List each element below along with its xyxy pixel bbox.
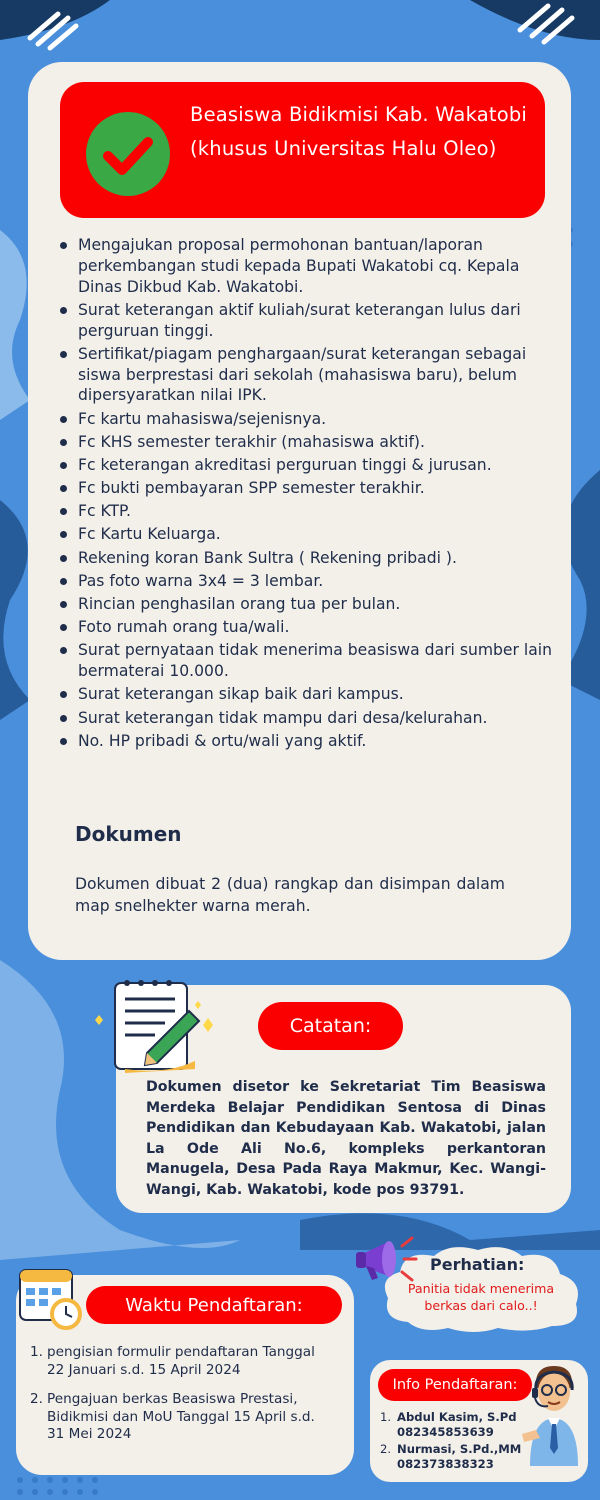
list-item: Fc bukti pembayaran SPP semester terakhir. [58,478,568,499]
list-item: Rekening koran Bank Sultra ( Rekening pribadi ). [58,548,568,569]
checkmark-icon [86,112,170,196]
contact-phone: 082345853639 [397,1425,494,1439]
list-item: Mengajukan proposal permohonan bantuan/laporan perkembangan studi kepada Bupati Wakatobi cq. Kepala Dinas Dikbud Kab. Wakatobi. [58,235,568,297]
list-number: 1. [380,1410,392,1424]
page-title: Beasiswa Bidikmisi Kab. Wakatobi (khusus Universitas Halu Oleo) [190,103,528,160]
dokumen-text: Dokumen dibuat 2 (dua) rangkap dan disimpan dalam map snelhekter warna merah. [75,875,505,915]
list-number: 2. [380,1442,392,1456]
contact-list [380,1410,530,1474]
list-item [30,1391,330,1444]
customer-service-icon [518,1358,588,1468]
list-item: Rincian penghasilan orang tua per bulan. [58,594,568,615]
perhatian-text: Panitia tidak menerima berkas dari calo..! [407,1281,555,1313]
info-label: Info Pendaftaran: [378,1369,532,1401]
contact-item [380,1442,530,1472]
list-item: Pas foto warna 3x4 = 3 lembar. [58,571,568,592]
list-number: 2. [30,1391,43,1408]
list-item: Surat keterangan aktif kuliah/surat keterangan lulus dari perguruan tinggi. [58,300,568,342]
perhatian-title: Perhatian: [430,1255,525,1274]
list-item: Sertifikat/piagam penghargaan/surat keterangan sebagai siswa berprestasi dari sekolah (mahasiswa baru), belum dipersyaratkan nilai IPK. [58,344,568,406]
contact-item [380,1410,530,1440]
list-text: Pengajuan berkas Beasiswa Prestasi, Bidikmisi dan MoU Tanggal 15 April s.d. 31 Mei 2024 [47,1391,315,1443]
list-item: Fc KTP. [58,501,568,522]
list-item: Surat keterangan tidak mampu dari desa/kelurahan. [58,708,568,729]
catatan-text: Dokumen disetor ke Sekretariat Tim Beasiswa Merdeka Belajar Pendidikan Sentosa di Dinas Pendidikan dan Kebudayaan Kab. Wakatobi, jalan La Ode Ali No.6, kompleks perkantoran Manugela, Desa Pada Raya Makmur, Kec. Wangi-Wangi, Kab. Wakatobi, kode pos 93791. [146,1079,546,1198]
notepad-icon [85,975,225,1075]
contact-name: Nurmasi, S.Pd.,MM [397,1442,522,1456]
list-item: Fc KHS semester terakhir (mahasiswa aktif). [58,432,568,453]
calendar-icon [16,1262,86,1332]
dokumen-heading: Dokumen [75,822,182,846]
list-text: pengisian formulir pendaftaran Tanggal 22 Januari s.d. 15 April 2024 [47,1344,315,1378]
catatan-label: Catatan: [258,1002,403,1050]
list-item: No. HP pribadi & ortu/wali yang aktif. [58,731,568,752]
list-item: Fc Kartu Keluarga. [58,524,568,545]
waktu-list [30,1344,330,1456]
waktu-label: Waktu Pendaftaran: [86,1286,342,1324]
list-item: Foto rumah orang tua/wali. [58,617,568,638]
contact-phone: 082373838323 [397,1457,494,1471]
contact-name: Abdul Kasim, S.Pd [397,1410,517,1424]
list-item: Fc kartu mahasiswa/sejenisnya. [58,409,568,430]
list-item: Surat pernyataan tidak menerima beasiswa dari sumber lain bermaterai 10.000. [58,640,568,682]
requirements-list [58,235,568,754]
list-item [30,1344,330,1379]
list-number: 1. [30,1344,43,1360]
list-item: Fc keterangan akreditasi perguruan tinggi & jurusan. [58,455,568,476]
list-item: Surat keterangan sikap baik dari kampus. [58,684,568,705]
